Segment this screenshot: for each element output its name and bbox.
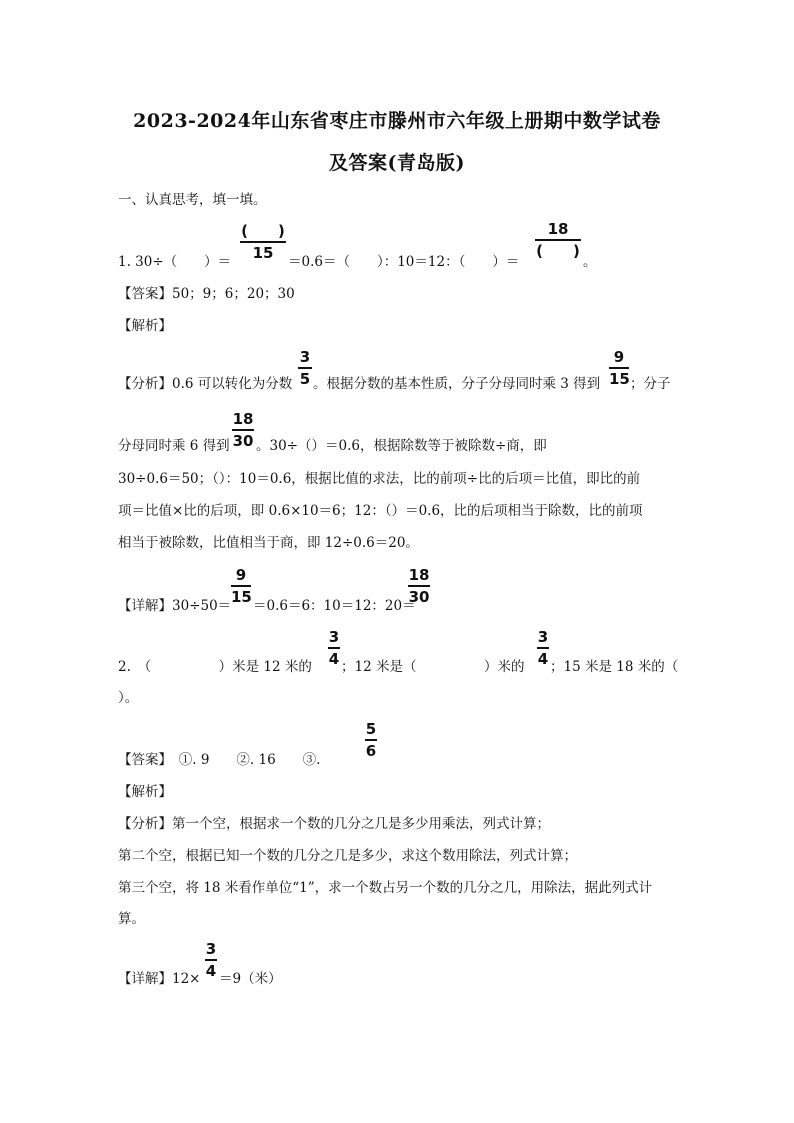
q1-text-c: 。 <box>583 254 597 270</box>
q2-fraction-1 <box>328 628 340 668</box>
fraction-denominator: 15 <box>609 370 630 388</box>
fraction-bar <box>240 241 286 243</box>
fraction-bar <box>298 367 312 369</box>
q1-analysis-e: 。30÷（）＝0.6，根据除数等于被除数÷商，即 <box>256 438 547 454</box>
fraction-bar <box>609 367 629 369</box>
fraction-bar <box>232 429 254 431</box>
q2-fraction-3 <box>365 720 377 760</box>
fraction-bar <box>231 585 251 587</box>
q2-text-d: ）。 <box>118 690 139 706</box>
q2-analysis-1: 【分析】第一个空，根据求一个数的几分之几是多少用乘法，列式计算； <box>118 816 550 832</box>
fraction-numerator: 5 <box>365 720 377 738</box>
q1-analysis-a: 【分析】0.6 可以转化为分数 <box>118 376 293 392</box>
q1-fraction-4 <box>609 348 629 388</box>
q1-answer: 【答案】50；9；6；20；30 <box>118 286 295 302</box>
fraction-bar <box>535 239 581 241</box>
fraction-denominator: 30 <box>408 588 430 606</box>
fraction-bar <box>205 959 217 961</box>
q1-fraction-7 <box>408 566 430 606</box>
fraction-bar <box>328 647 340 649</box>
q1-detail-b: ＝0.6＝6：10＝12：20＝ <box>253 598 416 614</box>
fraction-numerator: 3 <box>205 940 217 958</box>
fraction-numerator: 18 <box>232 410 254 428</box>
section-heading: 一、认真思考，填一填。 <box>118 192 267 208</box>
fraction-denominator: 15 <box>231 588 252 606</box>
q1-fraction-1 <box>240 222 286 262</box>
q1-analysis-d: 分母同时乘 6 得到 <box>118 438 230 454</box>
q2-fraction-2 <box>537 628 549 668</box>
q2-detail-a: 【详解】12× <box>118 971 201 987</box>
q2-analysis-3: 第三个空，将 18 米看作单位“1”，求一个数占另一个数的几分之几，用除法，据此列式计 <box>118 880 653 896</box>
fraction-denominator: 5 <box>299 370 311 388</box>
fraction-bar <box>537 647 549 649</box>
q2-text-a: 2. （ ）米是 12 米的 <box>118 659 312 675</box>
q1-fraction-3 <box>298 348 312 388</box>
fraction-denominator: 4 <box>328 650 340 668</box>
fraction-denominator: ( ) <box>536 242 580 260</box>
q2-detail-b: ＝9（米） <box>219 971 282 987</box>
fraction-numerator: 3 <box>328 628 340 646</box>
q1-detail-a: 【详解】30÷50＝ <box>118 598 232 614</box>
q2-text-c: ；15 米是 18 米的（ <box>550 659 679 675</box>
fraction-numerator: 18 <box>408 566 430 584</box>
q1-analysis-c: ；分子 <box>630 376 671 392</box>
q1-analysis-b: 。根据分数的基本性质，分子分母同时乘 3 得到 <box>313 376 601 392</box>
q1-fraction-2 <box>535 220 581 260</box>
q1-analysis-g: 项＝比值×比的后项，即 0.6×10＝6；12：（）＝0.6，比的后项相当于除数，比的前项 <box>118 503 643 519</box>
fraction-denominator: 4 <box>205 962 217 980</box>
q1-jiexi-label: 【解析】 <box>118 318 172 334</box>
q1-fraction-6 <box>231 566 251 606</box>
fraction-denominator: 30 <box>232 432 254 450</box>
q1-text-a: 1. 30÷（ ）＝ <box>118 254 232 270</box>
q1-text-b: ＝0.6＝（ ）：10＝12：（ ）＝ <box>288 254 520 270</box>
q1-analysis-f: 30÷0.6＝50；（）：10＝0.6，根据比值的求法，比的前项÷比的后项＝比值，即比的前 <box>118 471 641 487</box>
fraction-denominator: 4 <box>537 650 549 668</box>
q2-text-b: ；12 米是（ ）米的 <box>341 659 525 675</box>
q2-jiexi-label: 【解析】 <box>118 784 172 800</box>
fraction-numerator: 9 <box>613 348 625 366</box>
fraction-numerator: ( ) <box>241 222 285 240</box>
q2-analysis-4: 算。 <box>118 911 145 927</box>
fraction-numerator: 3 <box>299 348 311 366</box>
fraction-bar <box>365 739 377 741</box>
q2-answer: 【答案】 ①. 9 ②. 16 ③. <box>118 752 321 768</box>
page-subtitle: 及答案(青岛版) <box>329 152 465 174</box>
fraction-denominator: 15 <box>252 244 274 262</box>
fraction-numerator: 3 <box>537 628 549 646</box>
page-title: 2023-2024年山东省枣庄市滕州市六年级上册期中数学试卷 <box>133 110 661 132</box>
fraction-denominator: 6 <box>365 742 377 760</box>
q1-analysis-h: 相当于被除数，比值相当于商，即 12÷0.6＝20。 <box>118 535 419 551</box>
fraction-numerator: 9 <box>235 566 247 584</box>
q2-fraction-4 <box>205 940 217 980</box>
fraction-numerator: 18 <box>547 220 569 238</box>
q2-analysis-2: 第二个空，根据已知一个数的几分之几是多少，求这个数用除法，列式计算； <box>118 848 577 864</box>
fraction-bar <box>408 585 430 587</box>
q1-fraction-5 <box>232 410 254 450</box>
